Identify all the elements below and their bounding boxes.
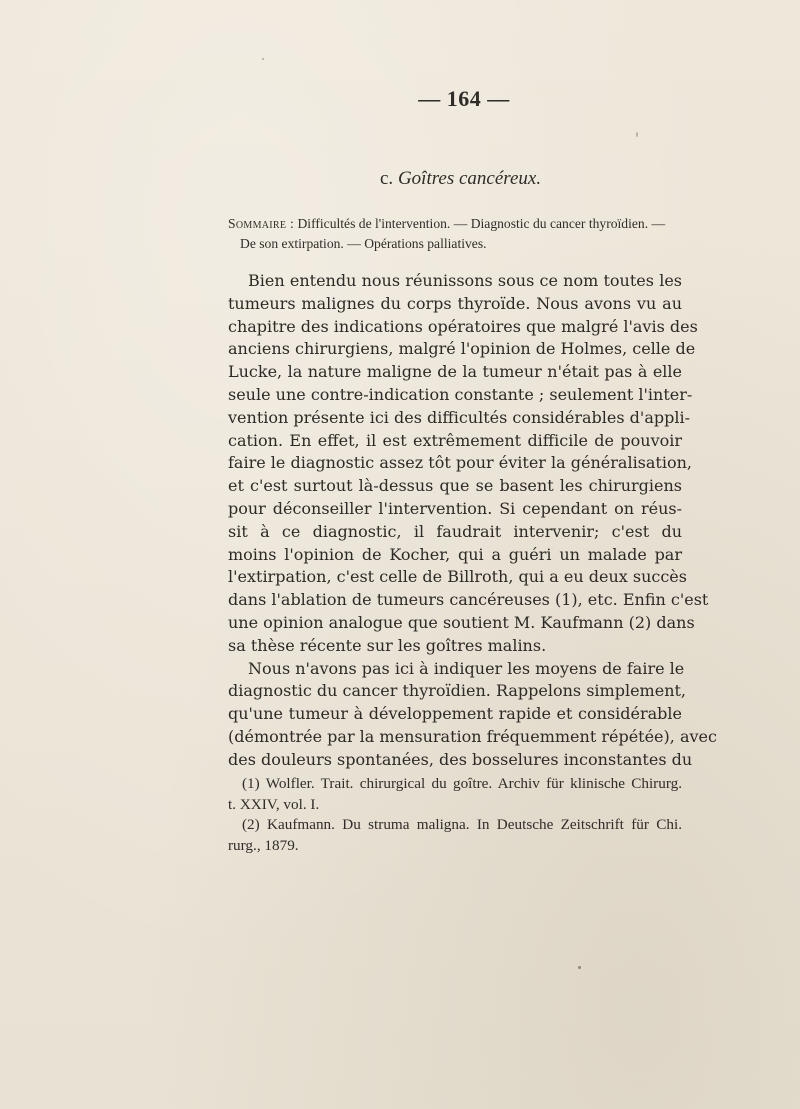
footnote-line: rurg., 1879. [228,836,299,854]
section-title: Goîtres cancéreux. [397,168,542,189]
body-line: moins l'opinion de Kocher, qui a guéri un malade par [228,544,682,564]
paper-speck [262,58,264,60]
body-line: sit à ce diagnostic, il faudrait intervenir; c'est du [228,521,682,541]
body-line: et c'est surtout là-dessus que se basent les chirurgiens [228,476,682,496]
body-line: Nous n'avons pas ici à indiquer les moyens de faire le [248,658,685,678]
page-number: — 164 — [418,86,510,111]
body-line: anciens chirurgiens, malgré l'opinion de Holmes, celle de [228,339,696,359]
summary-label: Sommaire : [228,216,295,231]
body-line: tumeurs malignes du corps thyroïde. Nous avons vu au [228,293,682,313]
body-line: pour déconseiller l'intervention. Si cependant on réus- [228,498,682,518]
body-line: diagnostic du cancer thyroïdien. Rappelons simplement, [228,681,687,701]
body-line: l'extirpation, c'est celle de Billroth, qui a eu deux succès [228,567,687,587]
body-line: faire le diagnostic assez tôt pour éviter la généralisation, [228,453,692,473]
body-line: vention présente ici des difficultés considérables d'appli- [228,407,690,427]
body-line: une opinion analogue que soutient M. Kaufmann (2) dans [228,612,695,632]
footnote-line: (2) Kaufmann. Du struma maligna. In Deutsche Zeitschrift für Chi. [242,816,682,833]
section-heading [380,168,541,190]
summary-line-1: Difficultés de l'intervention. — Diagnostic du cancer thyroïdien. — [297,216,666,231]
body-line: chapitre des indications opératoires que malgré l'avis des [228,316,698,336]
footnotes [228,774,682,856]
body-line: qu'une tumeur à développement rapide et considérable [228,704,682,724]
body-line: dans l'ablation de tumeurs cancéreuses (1), etc. Enfin c'est [228,590,709,610]
body-line: cation. En effet, il est extrêmement difficile de pouvoir [228,430,682,450]
summary-line-2: De son extirpation. — Opérations palliatives. [240,236,487,251]
footnote-line: (1) Wolfler. Trait. chirurgical du goître. Archiv für klinische Chirurg. [242,775,682,792]
paper-speck [578,966,581,969]
paper-speck [636,132,638,137]
body-line: sa thèse récente sur les goîtres malins. [228,635,547,655]
section-marker: c. [380,168,394,189]
footnote-line: t. XXIV, vol. I. [228,795,320,813]
body-line: seule une contre-indication constante ; seulement l'inter- [228,384,693,404]
body-line: (démontrée par la mensuration fréquemment répétée), avec [228,726,717,746]
body-text [228,270,717,772]
body-line: des douleurs spontanées, des bosselures inconstantes du [228,749,693,769]
body-line: Lucke, la nature maligne de la tumeur n'était pas à elle [228,362,682,382]
chapter-summary [228,214,680,254]
body-line: Bien entendu nous réunissons sous ce nom toutes les [248,271,682,290]
